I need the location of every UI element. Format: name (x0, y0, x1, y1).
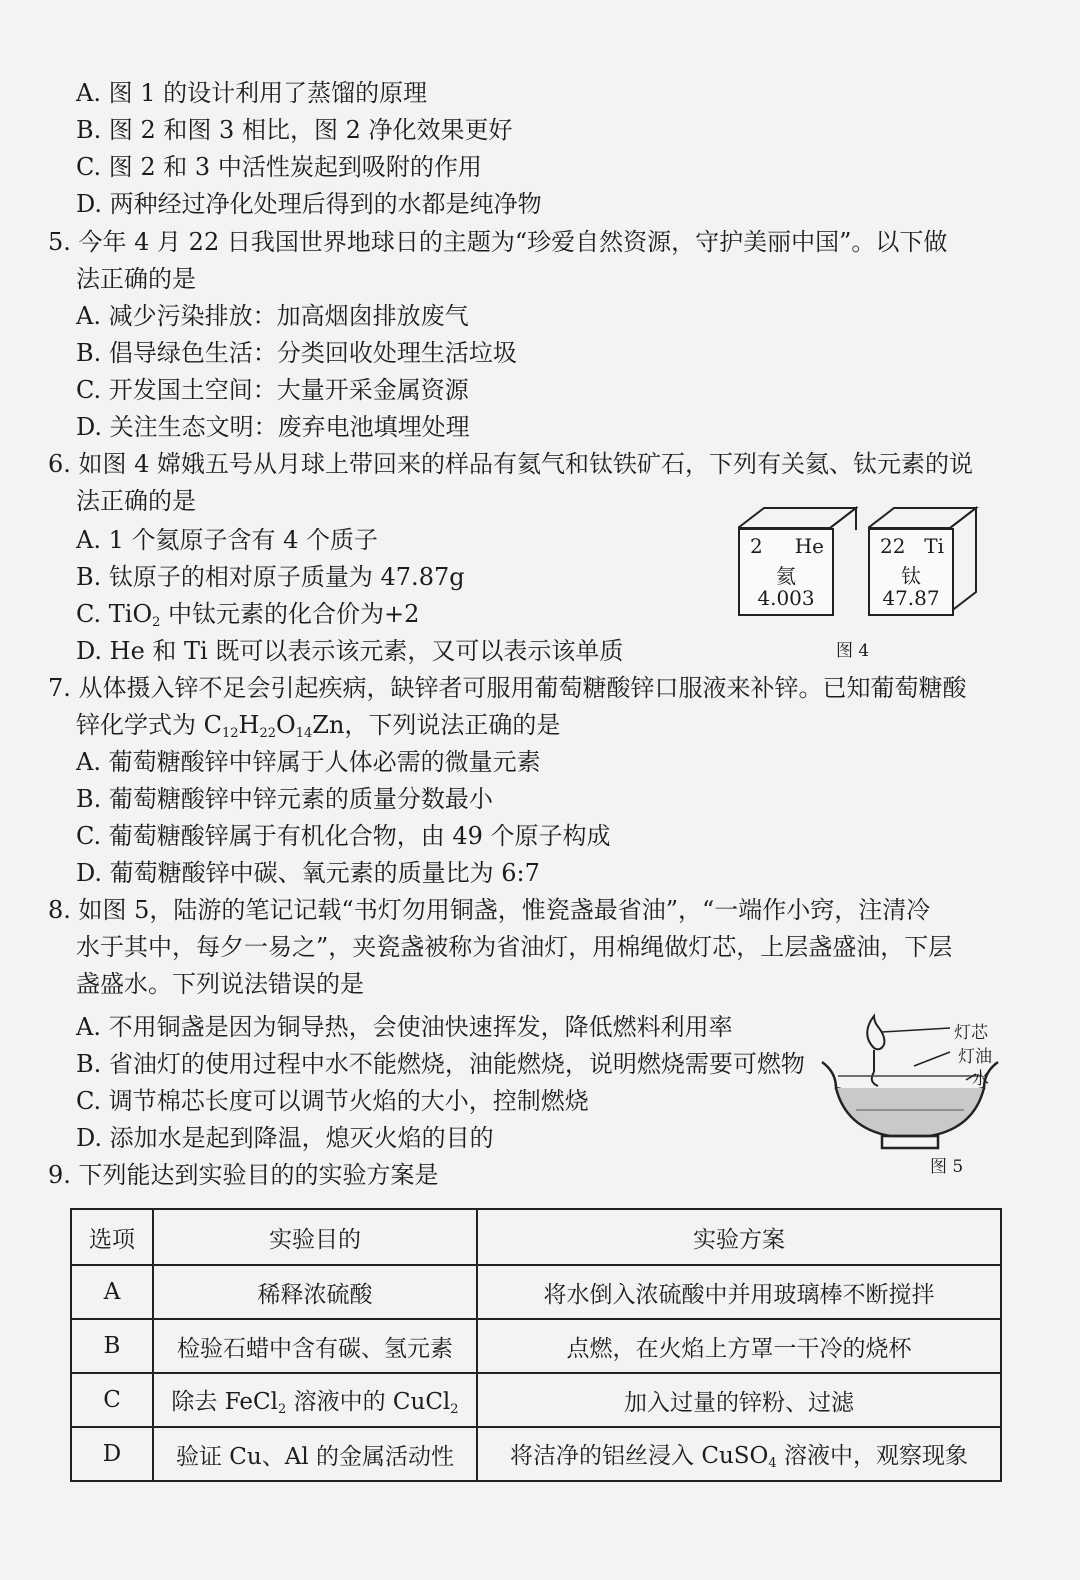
atomic-mass: 47.87 (882, 586, 940, 610)
row-option: C (71, 1373, 153, 1427)
q6-option-a: A. 1 个氦原子含有 4 个质子 (76, 526, 379, 554)
q8-option-c: C. 调节棉芯长度可以调节火焰的大小，控制燃烧 (76, 1087, 589, 1115)
q6-stem-line2: 法正确的是 (76, 487, 196, 515)
table-row (71, 1373, 1001, 1427)
row-goal: 验证 Cu、Al 的金属活动性 (153, 1427, 477, 1481)
row-plan: 将水倒入浓硫酸中并用玻璃棒不断搅拌 (477, 1265, 1001, 1319)
q8-stem-line1: 8. 如图 5，陆游的笔记记载“书灯勿用铜盏，惟瓷盏最省油”，“一端作小窍，注清冷 (48, 896, 931, 924)
q7-option-b: B. 葡萄糖酸锌中锌元素的质量分数最小 (76, 785, 493, 813)
q7-option-d: D. 葡萄糖酸锌中碳、氧元素的质量比为 6:7 (76, 859, 540, 887)
q6-option-b: B. 钛原子的相对原子质量为 47.87g (76, 563, 465, 591)
q5-stem-line1: 5. 今年 4 月 22 日我国世界地球日的主题为“珍爱自然资源，守护美丽中国”。以下做 (48, 228, 948, 256)
q8-stem-line2: 水于其中，每夕一易之”，夹瓷盏被称为省油灯，用棉绳做灯芯，上层盏盛油，下层 (76, 933, 953, 961)
lower-bowl (836, 1088, 984, 1136)
row-plan: 将洁净的铝丝浸入 CuSO$_4$ 溶液中，观察现象 (477, 1427, 1001, 1481)
header-goal: 实验目的 (153, 1209, 477, 1265)
row-goal: 稀释浓硫酸 (153, 1265, 477, 1319)
q4-option-b: B. 图 2 和图 3 相比，图 2 净化效果更好 (76, 116, 513, 144)
card-front (868, 528, 954, 616)
element-card-he (738, 506, 856, 614)
q7-option-a: A. 葡萄糖酸锌中锌属于人体必需的微量元素 (76, 748, 541, 776)
atomic-mass: 4.003 (757, 586, 815, 610)
table-row (71, 1319, 1001, 1373)
element-name: 氦 (776, 564, 796, 588)
row-option: B (71, 1319, 153, 1373)
q5-option-b: B. 倡导绿色生活：分类回收处理生活垃圾 (76, 339, 517, 367)
q6-option-c: C. TiO$_2$ 中钛元素的化合价为+2 (76, 600, 420, 630)
q4-option-d: D. 两种经过净化处理后得到的水都是纯净物 (76, 190, 542, 218)
q5-option-d: D. 关注生态文明：废弃电池填埋处理 (76, 413, 470, 441)
label-wick: 灯芯 (954, 1023, 988, 1043)
q8-option-a: A. 不用铜盏是因为铜导热，会使油快速挥发，降低燃料利用率 (76, 1013, 733, 1041)
card-3d-edge (738, 506, 858, 530)
label-oil: 灯油 (958, 1047, 992, 1067)
label-water: 水 (972, 1069, 989, 1089)
table-row (71, 1427, 1001, 1481)
figure-4-label: 图 4 (836, 641, 870, 661)
row-goal: 检验石蜡中含有碳、氢元素 (153, 1319, 477, 1373)
q5-option-a: A. 减少污染排放：加高烟囱排放废气 (76, 302, 469, 330)
element-name: 钛 (901, 564, 921, 588)
header-plan: 实验方案 (477, 1209, 1001, 1265)
q8-stem-line3: 盏盛水。下列说法错误的是 (76, 970, 364, 998)
atomic-number: 2 (750, 534, 763, 558)
row-option: A (71, 1265, 153, 1319)
flame-icon (867, 1016, 884, 1049)
q8-option-b: B. 省油灯的使用过程中水不能燃烧，油能燃烧，说明燃烧需要可燃物 (76, 1050, 805, 1078)
header-option: 选项 (71, 1209, 153, 1265)
experiment-table (70, 1208, 1002, 1482)
row-plan: 点燃，在火焰上方罩一干冷的烧杯 (477, 1319, 1001, 1373)
q5-stem-line2: 法正确的是 (76, 265, 196, 293)
table-header-row (71, 1209, 1001, 1265)
q7-stem-line2: 锌化学式为 $C_{12}H_{22}O_{14}Zn$，下列说法正确的是 (76, 711, 561, 741)
row-goal: 除去 FeCl$_2$ 溶液中的 CuCl$_2$ (153, 1373, 477, 1427)
q6-option-d: D. He 和 Ti 既可以表示该元素，又可以表示该单质 (76, 637, 624, 665)
element-symbol: Ti (924, 534, 944, 558)
q5-option-c: C. 开发国土空间：大量开采金属资源 (76, 376, 469, 404)
row-option: D (71, 1427, 153, 1481)
q7-option-c: C. 葡萄糖酸锌属于有机化合物，由 49 个原子构成 (76, 822, 611, 850)
q8-option-d: D. 添加水是起到降温，熄灭火焰的目的 (76, 1124, 494, 1152)
bowl-foot (882, 1136, 938, 1148)
q4-option-c: C. 图 2 和 3 中活性炭起到吸附的作用 (76, 153, 482, 181)
q4-option-a: A. 图 1 的设计利用了蒸馏的原理 (76, 79, 428, 107)
atomic-number: 22 (880, 534, 906, 558)
element-symbol: He (794, 534, 824, 558)
q7-stem-line1: 7. 从体摄入锌不足会引起疾病，缺锌者可服用葡萄糖酸锌口服液来补锌。已知葡萄糖酸 (48, 674, 967, 702)
element-card-ti (868, 506, 986, 614)
card-front (738, 528, 834, 616)
q9-stem: 9. 下列能达到实验目的的实验方案是 (48, 1161, 439, 1189)
table-row (71, 1265, 1001, 1319)
figure-5-label: 图 5 (930, 1157, 964, 1177)
row-plan: 加入过量的锌粉、过滤 (477, 1373, 1001, 1427)
q6-stem-line1: 6. 如图 4 嫦娥五号从月球上带回来的样品有氦气和钛铁矿石，下列有关氦、钛元素的说 (48, 450, 974, 478)
